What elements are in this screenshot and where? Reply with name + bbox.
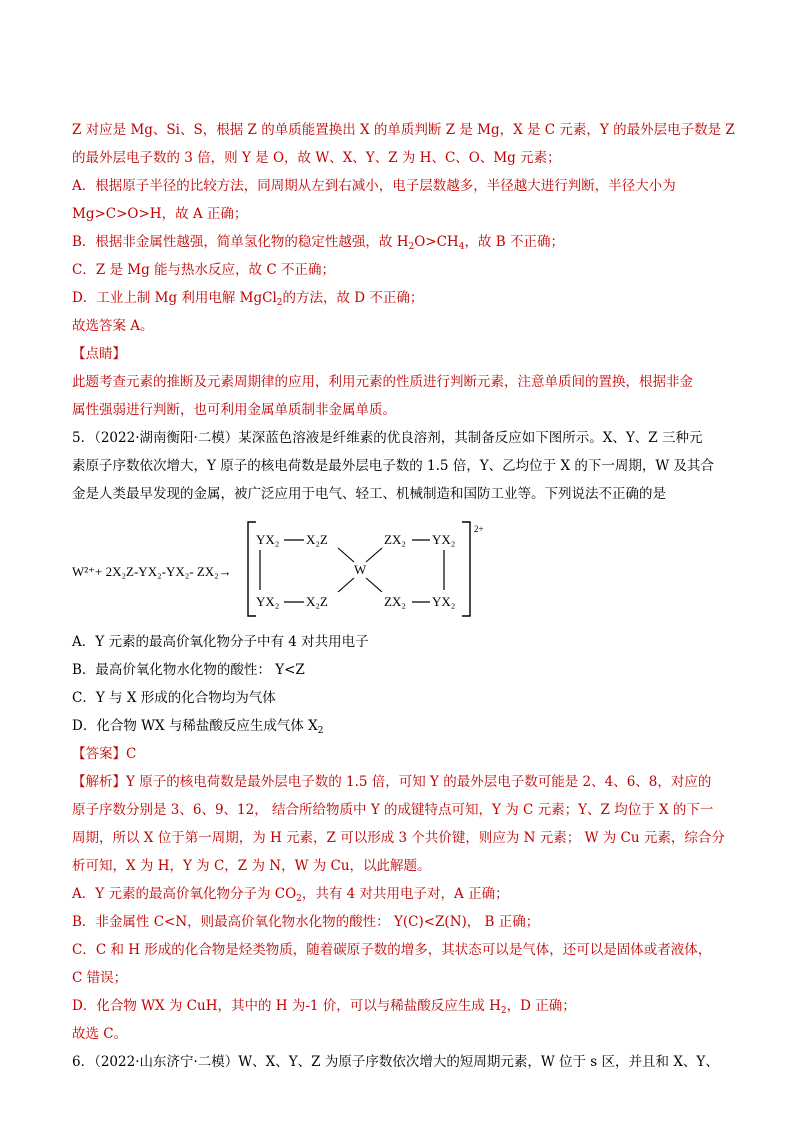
bond-line [366, 578, 382, 592]
text-line: A．根据原子半径的比较方法，同周期从左到右减小，电子层数越多，半径越大进行判断，半径大小为 [72, 178, 676, 194]
question-line: 5．（2022·湖南衡阳·二模）某深蓝色溶液是纤维素的优良溶剂，其制备反应如下图所示。X、Y、Z 三种元 [72, 430, 703, 446]
option-a: A．Y 元素的最高价氧化物分子中有 4 对共用电子 [72, 634, 369, 650]
analysis-line: 析可知，X 为 H，Y 为 C，Z 为 N，W 为 Cu，以此解题。 [72, 858, 431, 874]
text-line: C．Z 是 Mg 能与热水反应，故 C 不正确； [72, 262, 335, 278]
text-line: 此题考查元素的推断及元素周期律的应用，利用元素的性质进行判断元素，注意单质间的置换，根据非金 [72, 374, 693, 390]
answer-value: C [126, 746, 137, 762]
bond-line [338, 548, 354, 562]
left-bracket [248, 522, 256, 616]
text-line: 故选答案 A。 [72, 318, 154, 334]
analysis-line: C．C 和 H 形成的化合物是烃类物质，随着碳原子数的增多，其状态可以是气体，还可以是固体或者液体， [72, 942, 712, 958]
question-line: 素原子序数依次增大，Y 原子的核电荷数是最外层电子数的 1.5 倍，Y、乙均位于 X 的下一周期，W 及其合 [72, 458, 715, 474]
answer-tag: 【答案】 [72, 746, 126, 762]
answer-line [72, 740, 722, 768]
complex-bm: X₂Z [306, 594, 328, 609]
text-line: 属性强弱进行判断，也可利用金属单质制非金属单质。 [72, 402, 396, 418]
complex-tr1: ZX₂ [384, 532, 406, 547]
analysis-line: 原子序数分别是 3、6、9、12， 结合所给物质中 Y 的成键特点可知，Y 为 C 元素；Y、Z 均位于 X 的下一 [72, 802, 714, 818]
option-b: B．最高价氧化物水化物的酸性： Y<Z [72, 662, 305, 678]
document-page [72, 116, 735, 1076]
text-line: Mg>C>O>H，故 A 正确； [72, 206, 248, 222]
analysis-line: A．Y 元素的最高价氧化物分子为 $CO_2$，共有 4 对共用电子对，A 正确； [72, 886, 509, 904]
analysis-line: 【解析】Y 原子的核电荷数是最外层电子数的 1.5 倍，可知 Y 的最外层电子数可能是 2、4、6、8，对应的 [72, 774, 712, 790]
complex-bl: YX₂ [256, 594, 280, 609]
analysis-tag: 【解析】 [72, 774, 126, 790]
analysis-line: B．非金属性 C<N，则最高价氧化物水化物的酸性： Y(C)<Z(N)， B 正确； [72, 914, 540, 930]
complex-tr2: YX₂ [432, 532, 456, 547]
charge-label: 2+ [474, 524, 484, 534]
option-d: D．化合物 WX 与稀盐酸反应生成气体 $X_2$ [72, 718, 324, 736]
reaction-equation: W²⁺+ 2X₂Z-YX₂-YX₂- ZX₂→ [72, 564, 232, 579]
complex-br2: YX₂ [432, 594, 456, 609]
complex-br1: ZX₂ [384, 594, 406, 609]
option-c: C．Y 与 X 形成的化合物均为气体 [72, 690, 276, 706]
text-line: 的最外层电子数的 3 倍，则 Y 是 O，故 W、X、Y、Z 为 H、C、O、Mg 元素； [72, 150, 561, 166]
text-line: B．根据非金属性越强，简单氢化物的稳定性越强，故 $H_2O>CH_4$，故 B 不正确； [72, 234, 564, 252]
analysis-line: 故选 C。 [72, 1026, 128, 1042]
reaction-diagram [72, 512, 722, 622]
analysis-line: C 错误； [72, 970, 128, 986]
text-line: D．工业上制 Mg 利用电解 MgCl$_2$的方法，故 D 不正确； [72, 290, 424, 308]
question-line: 6．（2022·山东济宁·二模）W、X、Y、Z 为原子序数依次增大的短周期元素，W 位于 s 区，并且和 X、Y、 [72, 1054, 719, 1070]
dianjing-tag: 【点睛】 [72, 346, 126, 362]
text-line: Z 对应是 Mg、Si、S，根据 Z 的单质能置换出 X 的单质判断 Z 是 Mg，X 是 C 元素，Y 的最外层电子数是 Z [72, 122, 735, 138]
complex-tm: X₂Z [306, 532, 328, 547]
complex-tl: YX₂ [256, 532, 280, 547]
analysis-line: D．化合物 WX 为 CuH，其中的 H 为-1 价，可以与稀盐酸反应生成 $H_2$，D 正确； [72, 998, 576, 1016]
right-bracket [462, 522, 470, 616]
analysis-line: 周期，所以 X 位于第一周期，为 H 元素，Z 可以形成 3 个共价键，则应为 N 元素； W 为 Cu 元素，综合分 [72, 830, 725, 846]
question-line: 金是人类最早发现的金属，被广泛应用于电气、轻工、机械制造和国防工业等。下列说法不正确的是 [72, 486, 666, 502]
complex-center: W [354, 562, 367, 577]
bond-line [366, 548, 382, 562]
bond-line [338, 578, 354, 592]
reaction-figure [72, 512, 722, 622]
